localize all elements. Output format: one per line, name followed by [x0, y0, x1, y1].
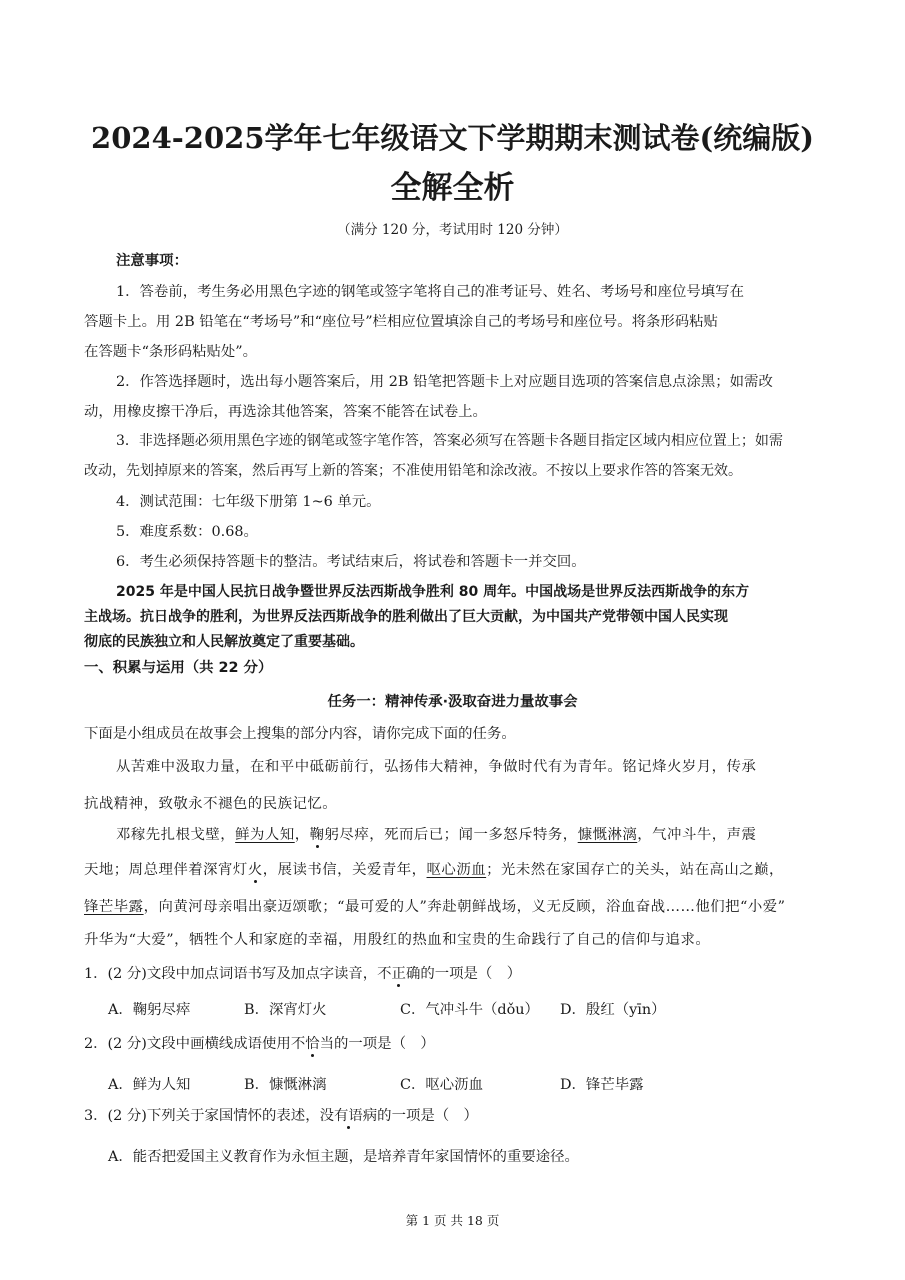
intro-line-1: 2025 年是中国人民抗日战争暨世界反法西斯战争胜利 80 周年。中国战场是世界反法西斯战争的东方 — [116, 584, 750, 600]
notice-item-1-line-3: 在答题卡“条形码粘贴处”。 — [84, 344, 258, 360]
intro-line-3: 彻底的民族独立和人民解放奠定了重要基础。 — [84, 634, 364, 650]
notice-item-3-line-1: 3．非选择题必须用黑色字迹的钢笔或签字笔作答，答案必须写在答题卡各题目指定区域内相应位置上；如需 — [116, 433, 783, 449]
underlined-idiom-4: 锋芒毕露 — [84, 899, 144, 915]
dotted-char-huo: 火 — [247, 862, 263, 878]
passage-p1-line-1: 从苦难中汲取力量，在和平中砥砺前行，弘扬伟大精神，争做时代有为青年。铭记烽火岁月，传承 — [116, 759, 757, 775]
question-1-stem: 1．(2 分)文段中加点词语书写及加点字读音，不正确的一项是（ ） — [84, 966, 522, 982]
section-heading: 一、积累与运用（共 22 分） — [84, 660, 273, 676]
underlined-idiom-3: 呕心沥血 — [426, 862, 487, 878]
notice-item-4: 4．测试范围：七年级下册第 1~6 单元。 — [116, 494, 381, 510]
notice-item-5: 5．难度系数：0.68。 — [116, 524, 258, 540]
exam-subtitle: 全解全析 — [390, 170, 515, 206]
dotted-char-ju: 鞠 — [309, 827, 325, 843]
exam-title: 2024-2025学年七年级语文下学期期末测试卷(统编版) — [91, 121, 814, 155]
task-lead: 下面是小组成员在故事会上搜集的部分内容，请你完成下面的任务。 — [84, 726, 516, 742]
question-3-stem: 3．(2 分)下列关于家国情怀的表述，没有语病的一项是（ ） — [84, 1108, 478, 1124]
notice-item-1-line-1: 1．答卷前，考生务必用黑色字迹的钢笔或签字笔将自己的准考证号、姓名、考场号和座位号填写在 — [116, 284, 744, 300]
q1-option-a[interactable]: A．鞠躬尽瘁 — [108, 1002, 191, 1018]
question-2-stem: 2．(2 分)文段中画横线成语使用不恰当的一项是（ ） — [84, 1036, 435, 1052]
q2-option-a[interactable]: A．鲜为人知 — [108, 1077, 191, 1093]
notice-item-6: 6．考生必须保持答题卡的整洁。考试结束后，将试卷和答题卡一并交回。 — [116, 554, 586, 570]
emphasis-bu-qia-dang: 不恰当 — [290, 1036, 334, 1052]
score-info: （满分 120 分，考试用时 120 分钟） — [337, 222, 568, 238]
q3-option-a[interactable]: A．能否把爱国主义教育作为永恒主题，是培养青年家国情怀的重要途径。 — [108, 1149, 579, 1165]
passage-p2-line-3: 锋芒毕露，向黄河母亲唱出豪迈颂歌；“最可爱的人”奔赴朝鲜战场，义无反顾，浴血奋战……他们把“小爱” — [84, 899, 786, 915]
underlined-idiom-2: 慷慨淋漓 — [577, 827, 638, 843]
notice-heading: 注意事项： — [116, 253, 188, 269]
emphasis-bu-zheng-que: 不正确 — [377, 966, 421, 982]
intro-line-2: 主战场。抗日战争的胜利，为世界反法西斯战争的胜利做出了巨大贡献，为中国共产党带领中国人民实现 — [84, 609, 728, 625]
notice-item-1-line-2: 答题卡上。用 2B 铅笔在“考场号”和“座位号”栏相应位置填涂自己的考场号和座位号。将条形码粘贴 — [84, 314, 718, 330]
q1-option-c[interactable]: C．气冲斗牛（dǒu） — [400, 1002, 539, 1018]
q1-option-d[interactable]: D．殷红（yīn） — [560, 1002, 666, 1018]
q2-option-c[interactable]: C．呕心沥血 — [400, 1077, 483, 1093]
notice-item-3-line-2: 改动，先划掉原来的答案，然后再写上新的答案；不准使用铅笔和涂改液。不按以上要求作答的答案无效。 — [84, 463, 742, 479]
passage-p2-line-2: 天地；周总理伴着深宵灯火，展读书信，关爱青年，呕心沥血；光未然在家国存亡的关头，站在高山之巅， — [84, 862, 784, 878]
emphasis-mei-you-yu-bing: 没有语病 — [319, 1108, 378, 1124]
passage-p2-line-4: 升华为“大爱”，牺牲个人和家庭的幸福，用殷红的热血和宝贵的生命践行了自己的信仰与追求。 — [84, 932, 711, 948]
q1-option-b[interactable]: B．深宵灯火 — [244, 1002, 327, 1018]
page-footer: 第 1 页 共 18 页 — [405, 1213, 500, 1228]
passage-p2-line-1: 邓稼先扎根戈壁，鲜为人知，鞠躬尽瘁，死而后已；闻一多怒斥特务，慷慨淋漓，气冲斗牛，声震 — [116, 827, 757, 843]
passage-p1-line-2: 抗战精神，致敬永不褪色的民族记忆。 — [84, 796, 338, 812]
q2-option-d[interactable]: D．锋芒毕露 — [560, 1077, 644, 1093]
task-title: 任务一：精神传承·汲取奋进力量故事会 — [327, 694, 578, 710]
notice-item-2-line-1: 2．作答选择题时，选出每小题答案后，用 2B 铅笔把答题卡上对应题目选项的答案信息点涂黑；如需改 — [116, 374, 773, 390]
underlined-idiom-1: 鲜为人知 — [235, 827, 295, 843]
notice-item-2-line-2: 动，用橡皮擦干净后，再选涂其他答案，答案不能答在试卷上。 — [84, 404, 487, 420]
q2-option-b[interactable]: B．慷慨淋漓 — [244, 1077, 327, 1093]
